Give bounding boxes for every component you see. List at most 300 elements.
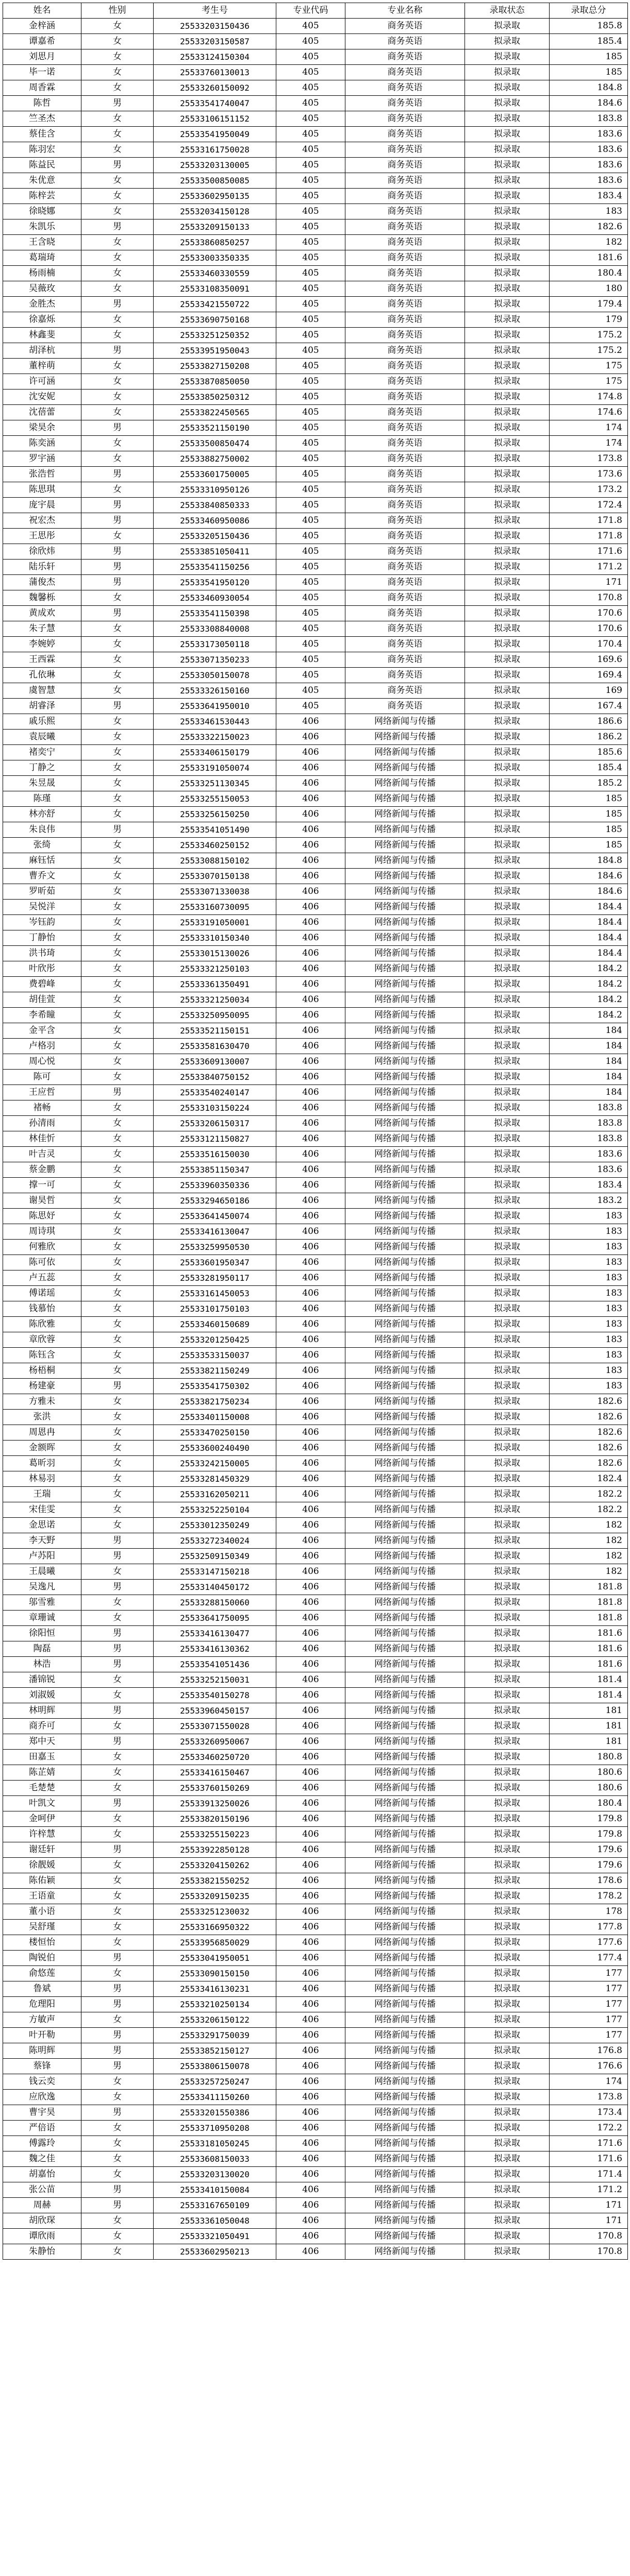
cell-major-code: 405 xyxy=(276,219,345,235)
cell-total-score: 171 xyxy=(550,2198,628,2213)
cell-admission-status: 拟录取 xyxy=(465,1935,550,1951)
table-row xyxy=(3,2059,628,2074)
cell-admission-status: 拟录取 xyxy=(465,250,550,266)
cell-major-name: 商务英语 xyxy=(345,359,465,374)
cell-total-score: 174.6 xyxy=(550,405,628,420)
cell-name: 林佳忻 xyxy=(3,1131,81,1147)
cell-name: 郑中天 xyxy=(3,1734,81,1750)
cell-exam-number: 25533460930054 xyxy=(154,590,276,606)
cell-gender: 女 xyxy=(81,1873,154,1889)
cell-total-score: 170.6 xyxy=(550,621,628,637)
cell-major-name: 商务英语 xyxy=(345,158,465,173)
cell-exam-number: 25533012350249 xyxy=(154,1518,276,1533)
cell-total-score: 184 xyxy=(550,1054,628,1070)
cell-admission-status: 拟录取 xyxy=(465,1502,550,1518)
cell-admission-status: 拟录取 xyxy=(465,49,550,65)
cell-exam-number: 25533205150436 xyxy=(154,529,276,544)
cell-total-score: 182.6 xyxy=(550,1394,628,1410)
cell-total-score: 171.8 xyxy=(550,513,628,529)
cell-major-name: 商务英语 xyxy=(345,281,465,297)
cell-exam-number: 25533281450329 xyxy=(154,1471,276,1487)
cell-major-name: 网络新闻与传播 xyxy=(345,1796,465,1811)
cell-admission-status: 拟录取 xyxy=(465,2012,550,2028)
cell-major-name: 商务英语 xyxy=(345,111,465,127)
table-row xyxy=(3,281,628,297)
cell-major-name: 网络新闻与传播 xyxy=(345,1301,465,1317)
cell-exam-number: 25533609130007 xyxy=(154,1054,276,1070)
cell-major-name: 网络新闻与传播 xyxy=(345,1085,465,1100)
cell-exam-number: 25533860850257 xyxy=(154,235,276,250)
cell-major-name: 网络新闻与传播 xyxy=(345,2059,465,2074)
cell-major-code: 405 xyxy=(276,683,345,699)
cell-total-score: 182 xyxy=(550,235,628,250)
cell-gender: 女 xyxy=(81,961,154,977)
cell-total-score: 185 xyxy=(550,65,628,80)
cell-major-code: 406 xyxy=(276,1873,345,1889)
cell-major-name: 网络新闻与传播 xyxy=(345,1518,465,1533)
cell-exam-number: 25533600240490 xyxy=(154,1440,276,1456)
cell-total-score: 177 xyxy=(550,1997,628,2012)
cell-exam-number: 25533255150223 xyxy=(154,1827,276,1842)
cell-major-name: 网络新闻与传播 xyxy=(345,1487,465,1502)
cell-name: 祝宏杰 xyxy=(3,513,81,529)
cell-major-name: 商务英语 xyxy=(345,451,465,467)
cell-exam-number: 25533288150060 xyxy=(154,1595,276,1611)
cell-gender: 女 xyxy=(81,1719,154,1734)
cell-major-code: 406 xyxy=(276,1039,345,1054)
cell-admission-status: 拟录取 xyxy=(465,915,550,930)
cell-admission-status: 拟录取 xyxy=(465,312,550,328)
cell-exam-number: 25533500850474 xyxy=(154,436,276,451)
cell-gender: 女 xyxy=(81,405,154,420)
cell-admission-status: 拟录取 xyxy=(465,1703,550,1719)
cell-major-name: 网络新闻与传播 xyxy=(345,1425,465,1440)
cell-admission-status: 拟录取 xyxy=(465,730,550,745)
cell-total-score: 170.8 xyxy=(550,2229,628,2244)
cell-admission-status: 拟录取 xyxy=(465,668,550,683)
cell-exam-number: 25533160730095 xyxy=(154,900,276,915)
cell-major-name: 网络新闻与传播 xyxy=(345,1858,465,1873)
cell-gender: 男 xyxy=(81,699,154,714)
cell-exam-number: 25533521150190 xyxy=(154,420,276,436)
cell-total-score: 179.6 xyxy=(550,1842,628,1858)
cell-admission-status: 拟录取 xyxy=(465,1131,550,1147)
cell-major-code: 406 xyxy=(276,2012,345,2028)
cell-exam-number: 25533851150347 xyxy=(154,1162,276,1178)
cell-gender: 女 xyxy=(81,760,154,776)
cell-gender: 女 xyxy=(81,946,154,961)
cell-admission-status: 拟录取 xyxy=(465,838,550,853)
cell-admission-status: 拟录取 xyxy=(465,544,550,560)
table-row xyxy=(3,1796,628,1811)
table-row xyxy=(3,173,628,189)
cell-name: 章欣蓉 xyxy=(3,1332,81,1348)
cell-admission-status: 拟录取 xyxy=(465,1487,550,1502)
cell-total-score: 181.4 xyxy=(550,1672,628,1688)
cell-admission-status: 拟录取 xyxy=(465,2043,550,2059)
cell-exam-number: 25533294650186 xyxy=(154,1193,276,1209)
cell-major-name: 网络新闻与传播 xyxy=(345,1332,465,1348)
cell-name: 章珊诚 xyxy=(3,1611,81,1626)
table-row xyxy=(3,1178,628,1193)
cell-name: 罗昕茹 xyxy=(3,884,81,900)
cell-major-code: 405 xyxy=(276,49,345,65)
cell-total-score: 181.8 xyxy=(550,1580,628,1595)
cell-major-name: 商务英语 xyxy=(345,498,465,513)
cell-major-name: 商务英语 xyxy=(345,96,465,111)
cell-major-code: 406 xyxy=(276,1317,345,1332)
cell-exam-number: 25533821150249 xyxy=(154,1363,276,1379)
cell-gender: 女 xyxy=(81,142,154,158)
cell-major-code: 406 xyxy=(276,1657,345,1672)
table-row xyxy=(3,776,628,791)
cell-name: 林易羽 xyxy=(3,1471,81,1487)
cell-major-code: 406 xyxy=(276,730,345,745)
table-row xyxy=(3,1765,628,1781)
cell-gender: 男 xyxy=(81,1796,154,1811)
cell-exam-number: 25533960350336 xyxy=(154,1178,276,1193)
cell-major-name: 网络新闻与传播 xyxy=(345,1131,465,1147)
cell-major-name: 网络新闻与传播 xyxy=(345,2028,465,2043)
table-row xyxy=(3,266,628,281)
table-row xyxy=(3,389,628,405)
cell-exam-number: 25533101750103 xyxy=(154,1301,276,1317)
cell-total-score: 183 xyxy=(550,1363,628,1379)
cell-gender: 女 xyxy=(81,1518,154,1533)
cell-admission-status: 拟录取 xyxy=(465,1332,550,1348)
cell-gender: 男 xyxy=(81,1626,154,1641)
cell-gender: 男 xyxy=(81,513,154,529)
cell-major-name: 网络新闻与传播 xyxy=(345,760,465,776)
table-header xyxy=(3,3,628,19)
cell-major-name: 商务英语 xyxy=(345,482,465,498)
table-row xyxy=(3,1997,628,2012)
cell-gender: 女 xyxy=(81,1301,154,1317)
cell-major-name: 商务英语 xyxy=(345,621,465,637)
cell-admission-status: 拟录取 xyxy=(465,204,550,219)
cell-total-score: 177 xyxy=(550,1966,628,1981)
cell-major-code: 406 xyxy=(276,1379,345,1394)
cell-major-code: 406 xyxy=(276,1162,345,1178)
cell-gender: 男 xyxy=(81,467,154,482)
cell-total-score: 175.2 xyxy=(550,328,628,343)
cell-major-code: 406 xyxy=(276,1008,345,1023)
cell-total-score: 183 xyxy=(550,1224,628,1240)
cell-name: 李天野 xyxy=(3,1533,81,1549)
cell-major-code: 406 xyxy=(276,1549,345,1564)
cell-name: 林明辉 xyxy=(3,1703,81,1719)
cell-total-score: 170.8 xyxy=(550,590,628,606)
cell-major-name: 商务英语 xyxy=(345,544,465,560)
cell-major-code: 406 xyxy=(276,1270,345,1286)
cell-name: 叶吉灵 xyxy=(3,1147,81,1162)
cell-admission-status: 拟录取 xyxy=(465,1549,550,1564)
table-row xyxy=(3,204,628,219)
cell-name: 朱凯乐 xyxy=(3,219,81,235)
cell-major-name: 网络新闻与传播 xyxy=(345,1255,465,1270)
cell-major-name: 网络新闻与传播 xyxy=(345,2151,465,2167)
cell-gender: 男 xyxy=(81,2059,154,2074)
cell-major-name: 商务英语 xyxy=(345,374,465,389)
cell-major-code: 406 xyxy=(276,1178,345,1193)
cell-total-score: 184 xyxy=(550,1070,628,1085)
table-body xyxy=(3,19,628,2260)
cell-major-name: 网络新闻与传播 xyxy=(345,1580,465,1595)
cell-name: 竺圣杰 xyxy=(3,111,81,127)
cell-major-code: 406 xyxy=(276,2198,345,2213)
cell-total-score: 183.8 xyxy=(550,1131,628,1147)
cell-gender: 女 xyxy=(81,1394,154,1410)
cell-major-code: 406 xyxy=(276,1425,345,1440)
cell-major-name: 商务英语 xyxy=(345,127,465,142)
table-row xyxy=(3,1533,628,1549)
cell-major-code: 405 xyxy=(276,420,345,436)
cell-name: 邬雪雅 xyxy=(3,1595,81,1611)
table-row xyxy=(3,2074,628,2090)
cell-major-code: 406 xyxy=(276,900,345,915)
cell-total-score: 184.6 xyxy=(550,884,628,900)
cell-gender: 男 xyxy=(81,1842,154,1858)
cell-exam-number: 25533960450157 xyxy=(154,1703,276,1719)
cell-admission-status: 拟录取 xyxy=(465,1827,550,1842)
table-row xyxy=(3,791,628,807)
cell-total-score: 177 xyxy=(550,2012,628,2028)
cell-name: 周恩冉 xyxy=(3,1425,81,1440)
cell-total-score: 179.8 xyxy=(550,1827,628,1842)
cell-gender: 女 xyxy=(81,1039,154,1054)
cell-major-code: 406 xyxy=(276,1611,345,1626)
table-row xyxy=(3,1719,628,1734)
cell-exam-number: 25533840850333 xyxy=(154,498,276,513)
cell-total-score: 184.2 xyxy=(550,961,628,977)
cell-exam-number: 25533913250026 xyxy=(154,1796,276,1811)
table-row xyxy=(3,668,628,683)
cell-name: 陈钰含 xyxy=(3,1348,81,1363)
table-row xyxy=(3,1858,628,1873)
cell-admission-status: 拟录取 xyxy=(465,96,550,111)
cell-gender: 女 xyxy=(81,1240,154,1255)
cell-exam-number: 25533806150078 xyxy=(154,2059,276,2074)
table-row xyxy=(3,900,628,915)
table-row xyxy=(3,2167,628,2182)
cell-total-score: 184 xyxy=(550,1039,628,1054)
cell-major-name: 网络新闻与传播 xyxy=(345,2105,465,2121)
cell-exam-number: 25533003350335 xyxy=(154,250,276,266)
cell-major-code: 406 xyxy=(276,930,345,946)
table-row xyxy=(3,884,628,900)
cell-name: 陈瑾 xyxy=(3,791,81,807)
cell-admission-status: 拟录取 xyxy=(465,1657,550,1672)
cell-gender: 女 xyxy=(81,838,154,853)
cell-name: 袁辰曦 xyxy=(3,730,81,745)
cell-total-score: 181.8 xyxy=(550,1595,628,1611)
cell-major-name: 网络新闻与传播 xyxy=(345,1379,465,1394)
cell-name: 魏之佳 xyxy=(3,2151,81,2167)
cell-major-name: 网络新闻与传播 xyxy=(345,1502,465,1518)
cell-admission-status: 拟录取 xyxy=(465,1440,550,1456)
table-row xyxy=(3,328,628,343)
cell-admission-status: 拟录取 xyxy=(465,2121,550,2136)
cell-major-code: 406 xyxy=(276,745,345,760)
cell-name: 金呵伊 xyxy=(3,1811,81,1827)
cell-name: 撑一可 xyxy=(3,1178,81,1193)
cell-exam-number: 25533260150092 xyxy=(154,80,276,96)
cell-major-code: 406 xyxy=(276,1858,345,1873)
cell-total-score: 178.6 xyxy=(550,1873,628,1889)
cell-major-name: 商务英语 xyxy=(345,235,465,250)
cell-gender: 女 xyxy=(81,637,154,652)
cell-name: 陈奕涵 xyxy=(3,436,81,451)
cell-gender: 女 xyxy=(81,1502,154,1518)
cell-total-score: 180.8 xyxy=(550,1750,628,1765)
cell-total-score: 181.6 xyxy=(550,250,628,266)
cell-gender: 女 xyxy=(81,1858,154,1873)
cell-gender: 女 xyxy=(81,312,154,328)
table-row xyxy=(3,1657,628,1672)
cell-total-score: 170.4 xyxy=(550,637,628,652)
cell-total-score: 183.6 xyxy=(550,127,628,142)
cell-major-code: 406 xyxy=(276,1070,345,1085)
cell-exam-number: 25533956850029 xyxy=(154,1935,276,1951)
cell-major-name: 网络新闻与传播 xyxy=(345,915,465,930)
cell-major-code: 406 xyxy=(276,1440,345,1456)
cell-name: 葛昕羽 xyxy=(3,1456,81,1471)
cell-total-score: 186.2 xyxy=(550,730,628,745)
cell-admission-status: 拟录取 xyxy=(465,219,550,235)
cell-gender: 女 xyxy=(81,1023,154,1039)
cell-major-name: 网络新闻与传播 xyxy=(345,869,465,884)
cell-major-code: 406 xyxy=(276,1734,345,1750)
cell-gender: 男 xyxy=(81,2105,154,2121)
cell-major-code: 405 xyxy=(276,359,345,374)
cell-total-score: 174 xyxy=(550,436,628,451)
cell-exam-number: 25533870850050 xyxy=(154,374,276,389)
cell-gender: 男 xyxy=(81,1997,154,2012)
cell-total-score: 171 xyxy=(550,575,628,590)
cell-exam-number: 25533310150340 xyxy=(154,930,276,946)
cell-major-name: 商务英语 xyxy=(345,219,465,235)
cell-gender: 男 xyxy=(81,606,154,621)
cell-gender: 女 xyxy=(81,2012,154,2028)
cell-gender: 女 xyxy=(81,1332,154,1348)
cell-major-code: 405 xyxy=(276,699,345,714)
cell-admission-status: 拟录取 xyxy=(465,127,550,142)
table-row xyxy=(3,1410,628,1425)
cell-admission-status: 拟录取 xyxy=(465,2074,550,2090)
cell-major-code: 406 xyxy=(276,1410,345,1425)
cell-major-code: 405 xyxy=(276,606,345,621)
cell-exam-number: 25533071550028 xyxy=(154,1719,276,1734)
cell-major-name: 商务英语 xyxy=(345,668,465,683)
cell-total-score: 175 xyxy=(550,359,628,374)
cell-total-score: 172.2 xyxy=(550,2121,628,2136)
cell-exam-number: 25533121150827 xyxy=(154,1131,276,1147)
cell-major-name: 网络新闻与传播 xyxy=(345,930,465,946)
cell-name: 孔依琳 xyxy=(3,668,81,683)
cell-major-name: 商务英语 xyxy=(345,34,465,49)
cell-name: 蔡佳含 xyxy=(3,127,81,142)
table-row xyxy=(3,2028,628,2043)
table-row xyxy=(3,1827,628,1842)
cell-exam-number: 25533533150037 xyxy=(154,1348,276,1363)
table-row xyxy=(3,838,628,853)
table-row xyxy=(3,2136,628,2151)
cell-major-name: 网络新闻与传播 xyxy=(345,1672,465,1688)
cell-major-name: 商务英语 xyxy=(345,328,465,343)
cell-major-code: 406 xyxy=(276,1827,345,1842)
cell-gender: 女 xyxy=(81,745,154,760)
cell-gender: 女 xyxy=(81,1672,154,1688)
cell-total-score: 182 xyxy=(550,1533,628,1549)
cell-major-code: 406 xyxy=(276,1240,345,1255)
cell-exam-number: 25533641450074 xyxy=(154,1209,276,1224)
cell-name: 林鑫斐 xyxy=(3,328,81,343)
table-row xyxy=(3,1162,628,1178)
cell-admission-status: 拟录取 xyxy=(465,776,550,791)
cell-total-score: 184.8 xyxy=(550,80,628,96)
cell-admission-status: 拟录取 xyxy=(465,374,550,389)
cell-major-code: 406 xyxy=(276,1147,345,1162)
cell-total-score: 185 xyxy=(550,807,628,822)
cell-major-code: 406 xyxy=(276,1394,345,1410)
cell-major-code: 406 xyxy=(276,1487,345,1502)
cell-gender: 女 xyxy=(81,1471,154,1487)
cell-name: 张浩哲 xyxy=(3,467,81,482)
table-row xyxy=(3,714,628,730)
cell-gender: 女 xyxy=(81,1162,154,1178)
cell-major-code: 406 xyxy=(276,1626,345,1641)
cell-name: 丁静之 xyxy=(3,760,81,776)
cell-name: 陈思琪 xyxy=(3,482,81,498)
table-row xyxy=(3,745,628,760)
cell-major-name: 网络新闻与传播 xyxy=(345,1811,465,1827)
cell-gender: 男 xyxy=(81,498,154,513)
cell-exam-number: 25533252150031 xyxy=(154,1672,276,1688)
cell-total-score: 183 xyxy=(550,1348,628,1363)
cell-total-score: 183 xyxy=(550,204,628,219)
table-row xyxy=(3,1255,628,1270)
cell-major-name: 网络新闻与传播 xyxy=(345,1781,465,1796)
cell-admission-status: 拟录取 xyxy=(465,1008,550,1023)
cell-name: 周香霖 xyxy=(3,80,81,96)
cell-name: 叶开勒 xyxy=(3,2028,81,2043)
cell-major-name: 商务英语 xyxy=(345,389,465,405)
cell-admission-status: 拟录取 xyxy=(465,266,550,281)
cell-major-code: 405 xyxy=(276,127,345,142)
cell-major-code: 406 xyxy=(276,1920,345,1935)
cell-total-score: 174.8 xyxy=(550,389,628,405)
cell-major-name: 网络新闻与传播 xyxy=(345,1008,465,1023)
cell-major-name: 商务英语 xyxy=(345,189,465,204)
cell-name: 毛楚楚 xyxy=(3,1781,81,1796)
cell-total-score: 172.4 xyxy=(550,498,628,513)
cell-exam-number: 25533602950213 xyxy=(154,2244,276,2260)
cell-major-name: 商务英语 xyxy=(345,467,465,482)
cell-gender: 男 xyxy=(81,297,154,312)
cell-major-name: 网络新闻与传播 xyxy=(345,1641,465,1657)
cell-total-score: 183.6 xyxy=(550,1162,628,1178)
cell-major-name: 网络新闻与传播 xyxy=(345,1564,465,1580)
cell-name: 董小语 xyxy=(3,1904,81,1920)
cell-major-code: 406 xyxy=(276,1750,345,1765)
cell-gender: 女 xyxy=(81,173,154,189)
cell-total-score: 183.6 xyxy=(550,1147,628,1162)
cell-total-score: 184 xyxy=(550,1023,628,1039)
cell-total-score: 181 xyxy=(550,1719,628,1734)
cell-exam-number: 25533541150256 xyxy=(154,560,276,575)
cell-admission-status: 拟录取 xyxy=(465,1116,550,1131)
cell-name: 傅诺瑶 xyxy=(3,1286,81,1301)
